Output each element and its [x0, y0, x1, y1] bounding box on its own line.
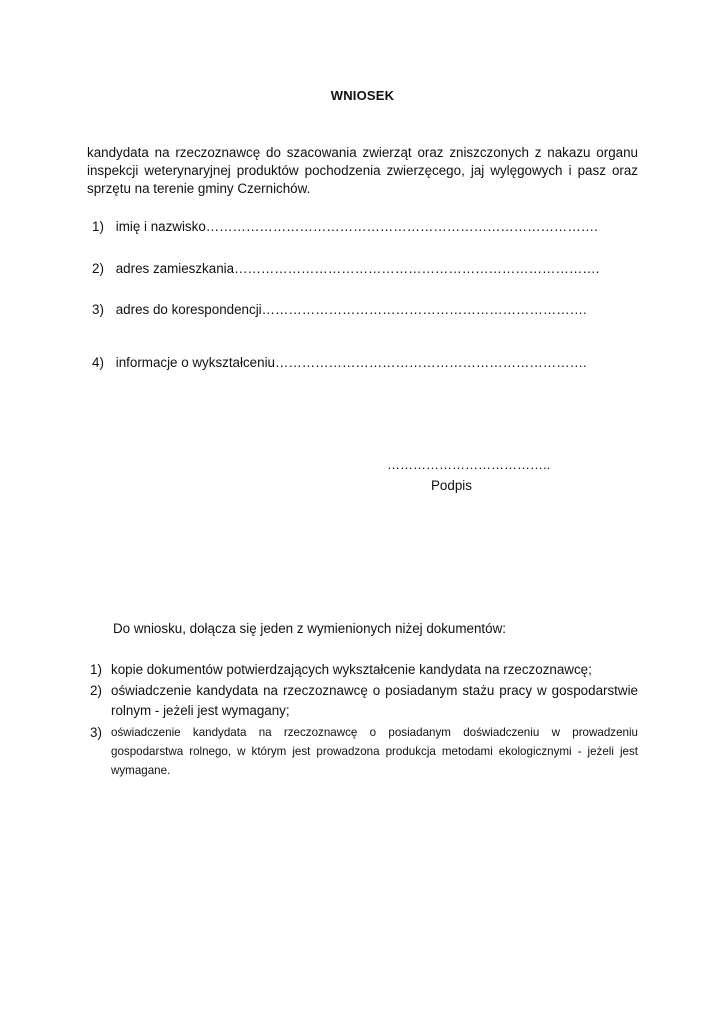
intro-paragraph: kandydata na rzeczoznawcę do szacowania zwierząt oraz zniszczonych z nakazu organu inspekcji weterynaryjnej produktów pochodzenia zwierzęcego, jaj wylęgowych i pasz oraz sprzętu na terenie gminy Czernichów.: [87, 145, 638, 196]
field-label: adres do korespondencji……………………………………………………………….: [115, 302, 587, 317]
attachment-number: 1): [90, 662, 102, 677]
field-label: adres zamieszkania……………………………………………………………………….: [115, 261, 600, 276]
field-education: [92, 355, 587, 370]
attachment-item: [90, 723, 638, 780]
field-label: informacje o wykształceniu…………………………………………………………….: [115, 355, 587, 370]
field-correspondence-address: [92, 302, 587, 317]
attachment-item: [90, 681, 638, 721]
signature-label: Podpis: [431, 478, 472, 493]
field-number: 4): [92, 355, 104, 370]
field-number: 1): [92, 219, 104, 234]
attachment-text: oświadczenie kandydata na rzeczoznawcę o posiadanym stażu pracy w gospodarstwie rolnym - jeżeli jest wymagany;: [111, 683, 638, 718]
attachment-number: 3): [90, 725, 102, 740]
attachment-text: kopie dokumentów potwierdzających wykształcenie kandydata na rzeczoznawcę;: [111, 662, 592, 677]
document-title: WNIOSEK: [330, 88, 395, 103]
field-number: 3): [92, 302, 104, 317]
signature-line: ………………………………..: [387, 457, 551, 472]
attachment-text: oświadczenie kandydata na rzeczoznawcę o posiadanym doświadczeniu w prowadzeniu gospodarstwa rolnego, w którym jest prowadzona produkcja metodami ekologicznymi - jeżeli jest wymagane.: [111, 726, 638, 777]
field-number: 2): [92, 261, 104, 276]
attachments-intro: Do wniosku, dołącza się jeden z wymienionych niżej dokumentów:: [113, 621, 506, 636]
field-address: [92, 261, 599, 276]
attachment-number: 2): [90, 683, 102, 698]
field-name: [92, 219, 598, 234]
attachment-item: [90, 660, 638, 680]
field-label: imię i nazwisko…………………………………………………………………………….: [115, 219, 598, 234]
